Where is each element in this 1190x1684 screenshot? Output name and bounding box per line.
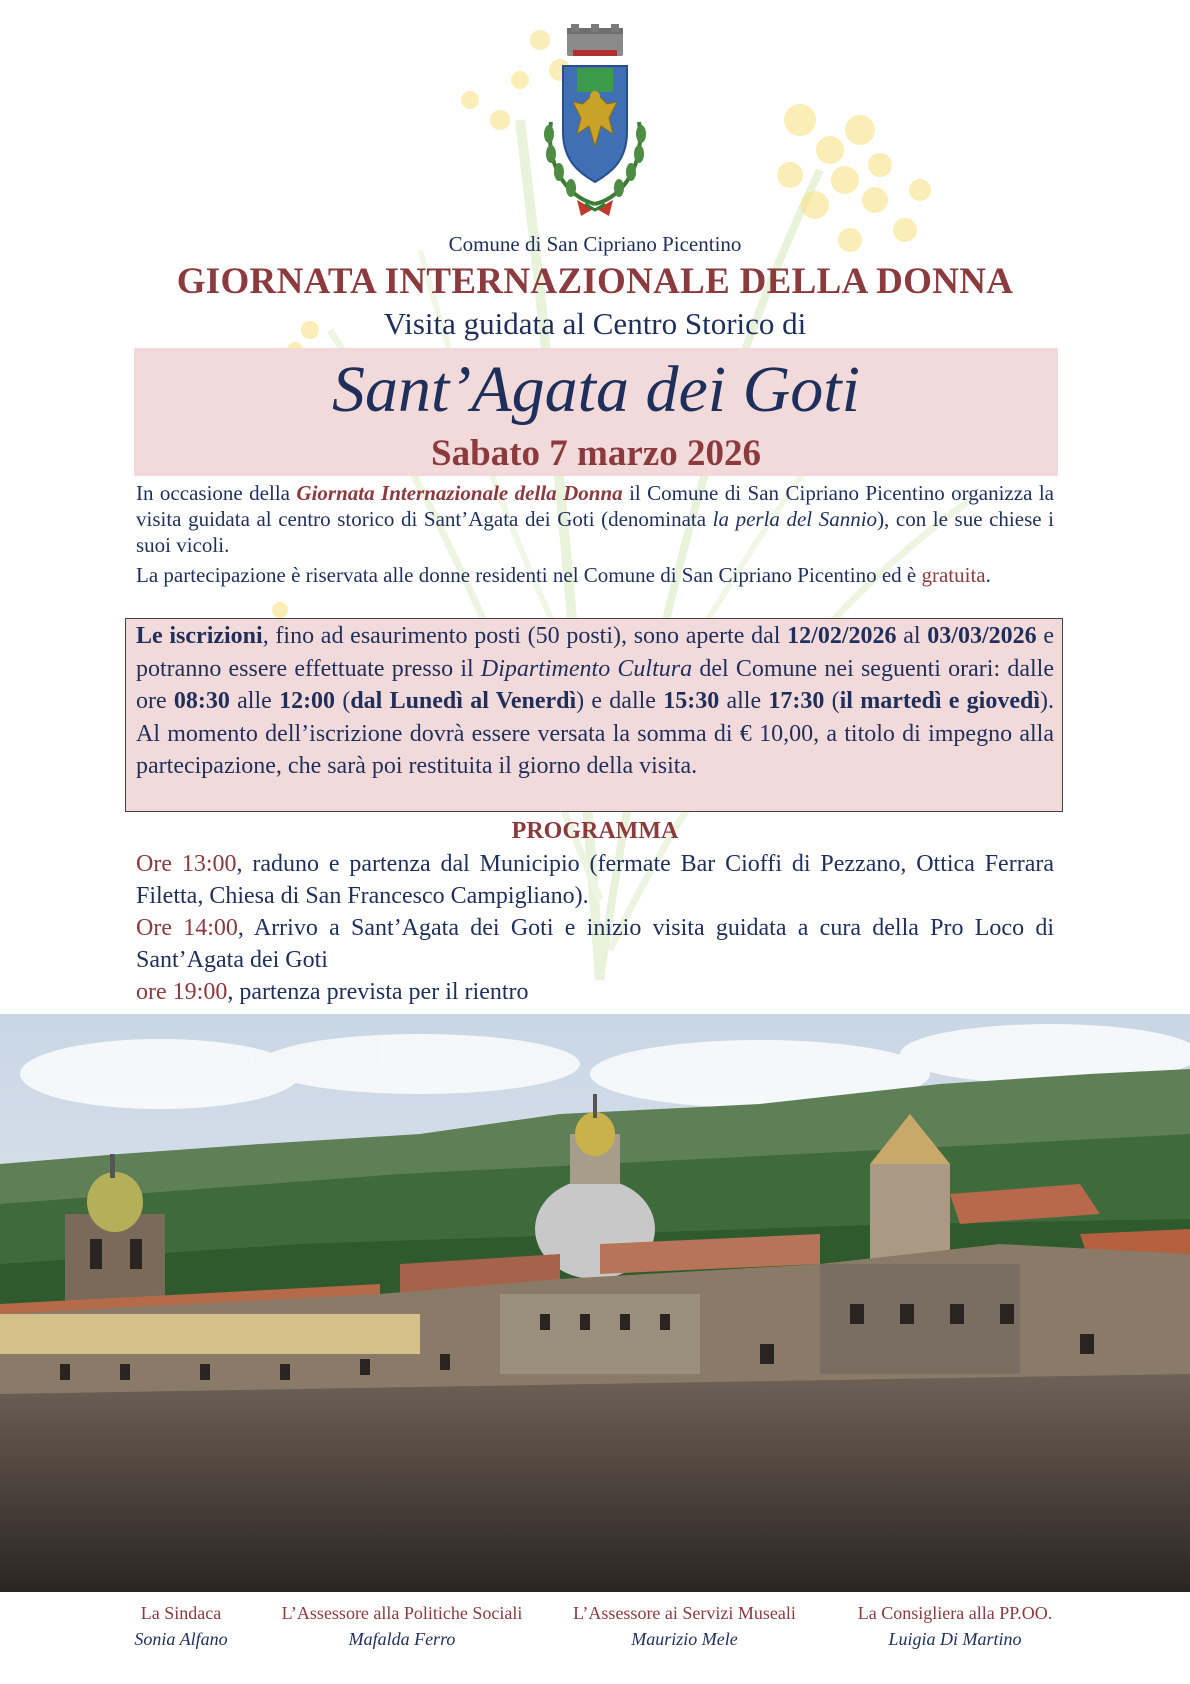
signatory bbox=[830, 1600, 1080, 1652]
destination-title: Sant’Agata dei Goti bbox=[332, 353, 860, 426]
program-title: PROGRAMMA bbox=[511, 818, 679, 844]
program-item: ore 19:00, partenza prevista per il rientro bbox=[136, 979, 529, 1005]
event-subtitle: Visita guidata al Centro Storico di bbox=[383, 306, 807, 341]
town-photo bbox=[0, 1014, 1190, 1592]
event-title: GIORNATA INTERNAZIONALE DELLA DONNA bbox=[176, 261, 1014, 302]
coat-of-arms-icon bbox=[525, 22, 665, 222]
signatory bbox=[552, 1600, 817, 1652]
signatory-name: Luigia Di Martino bbox=[888, 1629, 1022, 1649]
intro-paragraph: In occasione della Giornata Internazionale della Donna il Comune di San Cipriano Picentino organizza la visita guidata al centro storico di Sant’Agata dei Goti (denominata la perla del Sannio), con le sue chiese i suoi vicoli. bbox=[136, 481, 1054, 557]
program-item: Ore 13:00, raduno e partenza dal Municipio (fermate Bar Cioffi di Pezzano, Ottica Ferrara Filetta, Chiesa di San Francesco Campigliano). bbox=[136, 851, 1054, 909]
free-label: gratuita bbox=[921, 563, 986, 587]
signatory-role: L’Assessore ai Servizi Museali bbox=[573, 1603, 796, 1623]
municipality-name: Comune di San Cipriano Picentino bbox=[448, 232, 742, 256]
signatory-name: Mafalda Ferro bbox=[348, 1629, 456, 1649]
event-date: Sabato 7 marzo 2026 bbox=[431, 433, 761, 474]
signatory bbox=[116, 1600, 246, 1652]
signatory-role: La Consigliera alla PP.OO. bbox=[857, 1603, 1053, 1623]
event-name-highlight: Giornata Internazionale della Donna bbox=[296, 481, 623, 505]
signatory-name: Sonia Alfano bbox=[134, 1629, 228, 1649]
registration-text: Le iscrizioni, fino ad esaurimento posti (50 posti), sono aperte dal 12/02/2026 al 03/03/2026 e potranno essere effettuate presso il Dipartimento Cultura del Comune nei seguenti orari: dalle ore 08:30 alle 12:00 (dal Lunedì al Venerdì) e dalle 15:30 alle 17:30 (il martedì e giovedì). Al momento dell’iscrizione dovrà essere versata la somma di € 10,00, a titolo di impegno alla partecipazione, che sarà poi restituita il giorno della visita. bbox=[136, 623, 1055, 779]
signatory bbox=[262, 1600, 542, 1652]
signatory-role: La Sindaca bbox=[140, 1603, 222, 1623]
signatory-role: L’Assessore alla Politiche Sociali bbox=[281, 1603, 523, 1623]
signatory-name: Maurizio Mele bbox=[631, 1629, 738, 1649]
program-item: Ore 14:00, Arrivo a Sant’Agata dei Goti e inizio visita guidata a cura della Pro Loco di Sant’Agata dei Goti bbox=[136, 915, 1054, 973]
participation-paragraph: La partecipazione è riservata alle donne residenti nel Comune di San Cipriano Picentino ed è gratuita. bbox=[136, 563, 991, 587]
